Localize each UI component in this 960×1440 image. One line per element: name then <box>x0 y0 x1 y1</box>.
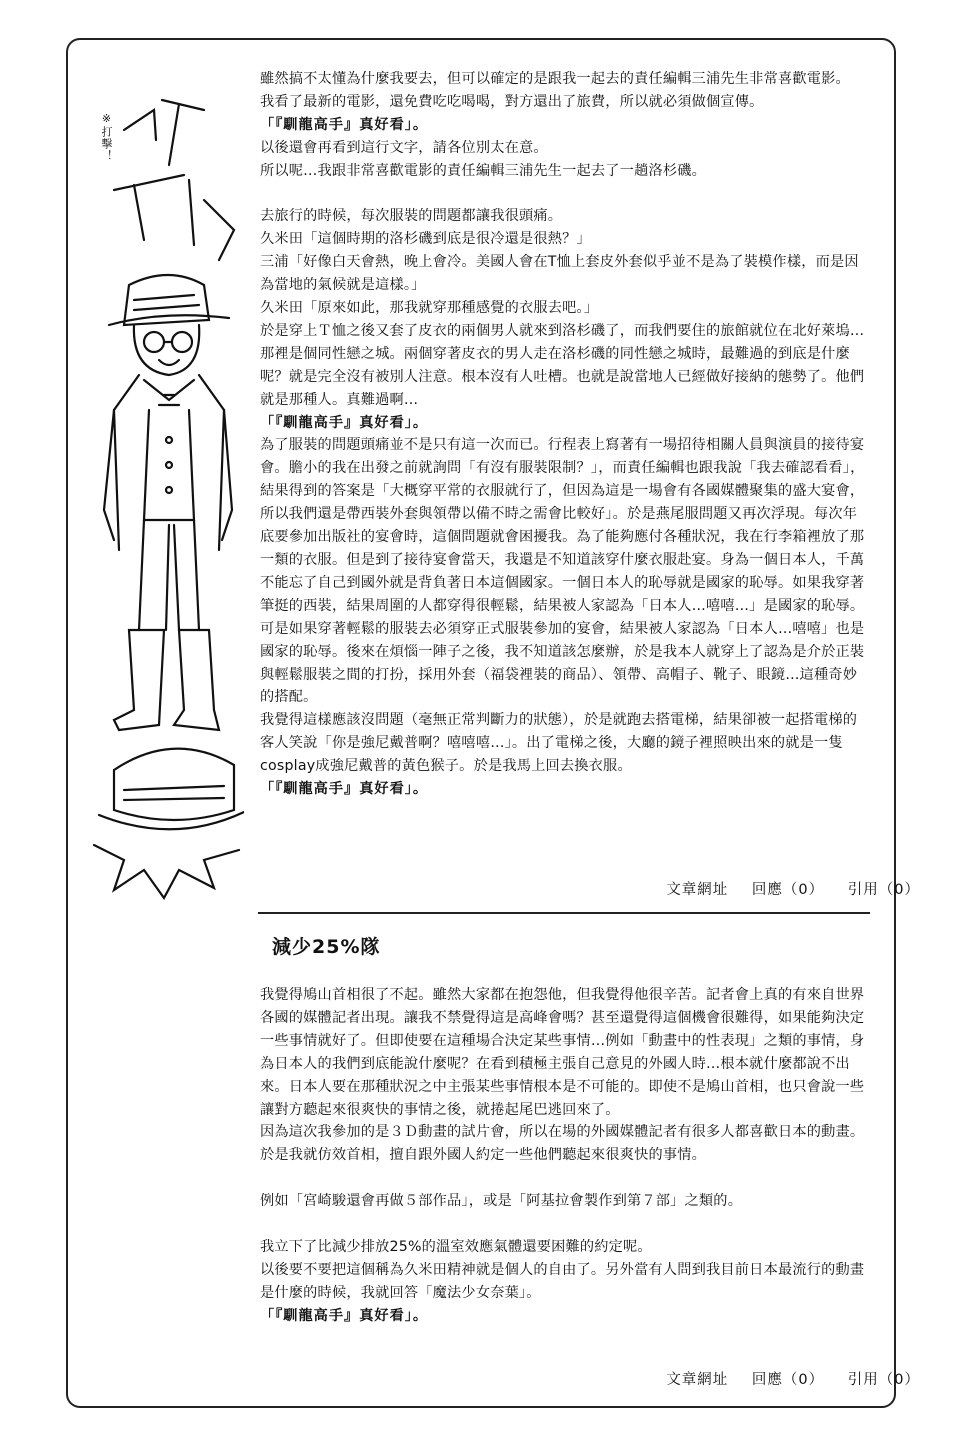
post-1-body <box>260 68 866 801</box>
dialogue-line: 久米田「這個時期的洛杉磯到底是很冷還是很熱？」 <box>260 231 591 248</box>
slogan-line: 「『馴龍高手』真好看」。 <box>260 781 429 798</box>
replies-link[interactable]: 回應（0） <box>751 1372 825 1388</box>
paragraph: 我看了最新的電影，還免費吃吃喝喝，對方還出了旅費，所以就必須做個宣傳。 <box>260 93 764 110</box>
side-note: ※打擊！ <box>100 112 113 162</box>
paragraph: 我立下了比減少排放25%的溫室效應氣體還要困難的約定呢。 <box>260 1238 652 1255</box>
trackbacks-link[interactable]: 引用（0） <box>847 1372 920 1388</box>
character-illustration <box>84 70 244 900</box>
paragraph-gap <box>260 1213 866 1236</box>
paragraph: 我覺得這樣應該沒問題（毫無正常判斷力的狀態），於是就跑去搭電梯，結果卻被一起搭電梯的客人笑說「你是強尼戴普啊？嘻嘻嘻…」。出了電梯之後，大廳的鏡子裡照映出來的就是一隻cosplay成強尼戴普的黃色猴子。於是我馬上回去換衣服。 <box>260 712 858 775</box>
paragraph-gap <box>260 183 866 206</box>
paragraph: 雖然搞不太懂為什麼我要去，但可以確定的是跟我一起去的責任編輯三浦先生非常喜歡電影。 <box>260 71 850 87</box>
slogan-line: 「『馴龍高手』真好看」。 <box>260 116 429 133</box>
dialogue-line: 三浦「好像白天會熱，晚上會冷。美國人會在T恤上套皮外套似乎並不是為了裝模作樣，而是因為當地的氣候就是這樣。」 <box>260 254 859 294</box>
permalink-link[interactable]: 文章網址 <box>666 1372 729 1388</box>
paragraph: 去旅行的時候，每次服裝的問題都讓我很頭痛。 <box>260 208 563 225</box>
paragraph-gap <box>260 1167 866 1190</box>
post-divider <box>258 912 870 914</box>
paragraph: 因為這次我參加的是３Ｄ動畫的試片會，所以在場的外國媒體記者有很多人都喜歡日本的動畫。於是我就仿效首相，擅自跟外國人約定一些他們聽起來很爽快的事情。 <box>260 1124 865 1164</box>
paragraph: 以後還會再看到這行文字，請各位別太在意。 <box>260 139 548 156</box>
dialogue-line: 久米田「原來如此，那我就穿那種感覺的衣服去吧。」 <box>260 300 599 317</box>
post-2-body <box>260 984 866 1328</box>
slogan-line: 「『馴龍高手』真好看」。 <box>260 1307 429 1324</box>
trackbacks-link[interactable]: 引用（0） <box>847 882 920 898</box>
paragraph: 我覺得鳩山首相很了不起。雖然大家都在抱怨他，但我覺得他很辛苦。記者會上真的有來自世界各國的媒體記者出現。讓我不禁覺得這是高峰會嗎？甚至還覺得這個機會很難得，如果能夠決定一些事情就好了。但即使要在這種場合決定某些事情…例如「動畫中的性表現」之類的事情，身為日本人的我們到底能說什麼呢？在看到積極主張自己意見的外國人時…根本就什麼都說不出來。日本人要在那種狀況之中主張某些事情根本是不可能的。即使不是鳩山首相，也只會說一些讓對方聽起來很爽快的事情之後，就捲起尾巴逃回來了。 <box>260 987 865 1118</box>
post-2-footer <box>648 1368 920 1389</box>
permalink-link[interactable]: 文章網址 <box>666 882 729 898</box>
slogan-line: 「『馴龍高手』真好看」。 <box>260 414 429 431</box>
post-1-footer <box>648 878 920 899</box>
paragraph: 以後要不要把這個稱為久米田精神就是個人的自由了。另外當有人問到我目前日本最流行的動畫是什麼的時候，我就回答「魔法少女奈葉」。 <box>260 1261 865 1301</box>
paragraph: 為了服裝的問題頭痛並不是只有這一次而已。行程表上寫著有一場招待相關人員與演員的接待宴會。膽小的我在出發之前就詢問「有沒有服裝限制？」，而責任編輯也跟我說「我去確認看看」，結果得到的答案是「大概穿平常的衣服就行了，但因為這是一場會有各國媒體聚集的盛大宴會，所以我們還是帶西裝外套與領帶以備不時之需會比較好」。於是燕尾服問題又再次浮現。每次年底要參加出版社的宴會時，這個問題就會困擾我。為了能夠應付各種狀況，我在行李箱裡放了那一類的衣服。但是到了接待宴會當天，我還是不知道該穿什麼衣服赴宴。身為一個日本人，千萬不能忘了自己到國外就是背負著日本這個國家。一個日本人的恥辱就是國家的恥辱。如果我穿著筆挺的西裝，結果周圍的人都穿得很輕鬆，結果被人家認為「日本人…嘻嘻…」是國家的恥辱。可是如果穿著輕鬆的服裝去必須穿正式服裝參加的宴會，結果被人家認為「日本人…嘻嘻」也是國家的恥辱。後來在煩惱一陣子之後，我不知道該怎麼辦，於是我本人就穿上了認為是介於正裝與輕鬆服裝之間的打扮，採用外套（福袋裡裝的商品）、領帶、高帽子、靴子、眼鏡…這種奇妙的搭配。 <box>260 437 865 706</box>
paragraph: 例如「宮崎駿還會再做５部作品」，或是「阿基拉會製作到第７部」之類的。 <box>260 1193 743 1210</box>
post-2-title: 減少25%隊 <box>272 936 381 958</box>
paragraph: 於是穿上Ｔ恤之後又套了皮衣的兩個男人就來到洛杉磯了，而我們要住的旅館就位在北好萊塢…那裡是個同性戀之城。兩個穿著皮衣的男人走在洛杉磯的同性戀之城時，最難過的到底是什麼呢？就是完全沒有被別人注意。根本沒有人吐槽。也就是說當地人已經做好接納的態勢了。他們就是那種人。真難過啊… <box>260 322 865 408</box>
paragraph: 所以呢…我跟非常喜歡電影的責任編輯三浦先生一起去了一趟洛杉磯。 <box>260 162 707 179</box>
replies-link[interactable]: 回應（0） <box>751 882 825 898</box>
